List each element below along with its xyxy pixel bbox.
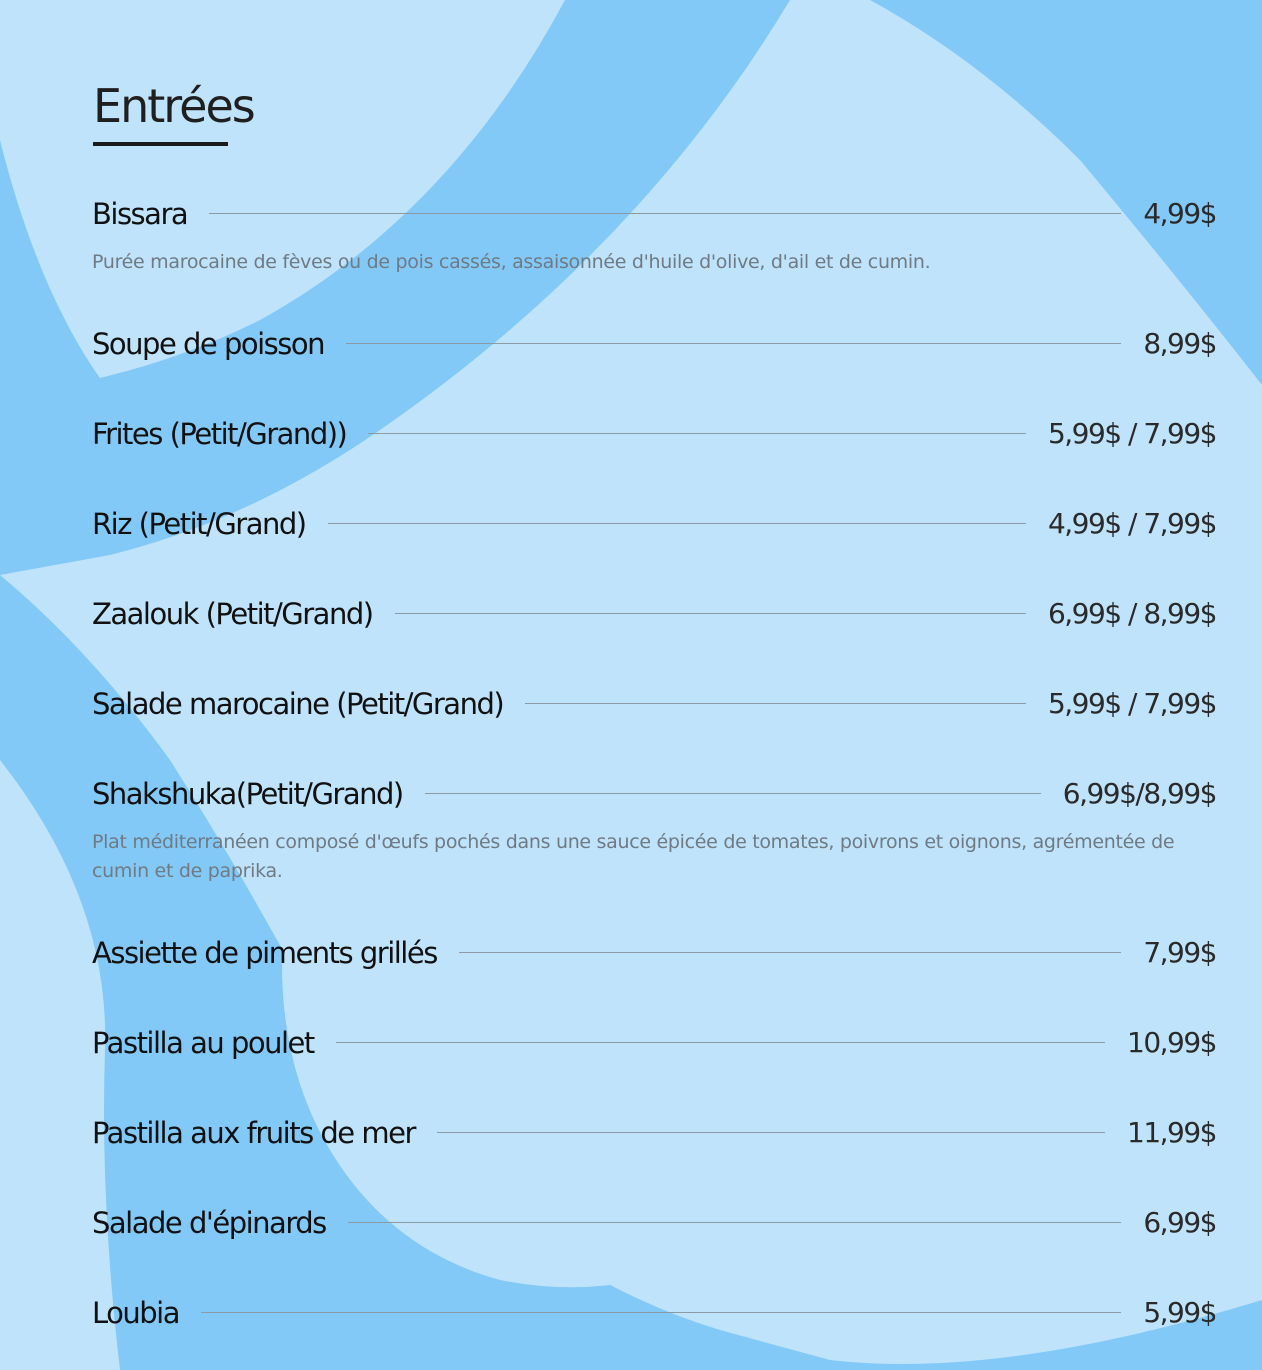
leader-line — [459, 952, 1122, 953]
menu-item — [92, 324, 1216, 364]
leader-line — [209, 213, 1121, 214]
item-name: Zaalouk (Petit/Grand) — [92, 597, 373, 631]
item-price: 11,99$ — [1127, 1116, 1216, 1149]
item-name: Bissara — [92, 197, 188, 231]
menu-item — [92, 1113, 1216, 1153]
leader-line — [425, 793, 1041, 794]
section-title-underline — [93, 142, 228, 146]
item-name: Loubia — [92, 1296, 180, 1330]
item-name: Assiette de piments grillés — [92, 936, 437, 970]
item-name: Shakshuka(Petit/Grand) — [92, 777, 403, 811]
item-description: Plat méditerranéen composé d'œufs pochés dans une sauce épicée de tomates, poivrons et oignons, agrémentée de cumin et de paprika. — [92, 831, 1175, 882]
menu-item — [92, 594, 1216, 634]
item-price: 5,99$ — [1143, 1296, 1216, 1329]
item-name: Soupe de poisson — [92, 327, 325, 361]
item-name: Salade d'épinards — [92, 1206, 326, 1240]
leader-line — [348, 1222, 1122, 1223]
item-price: 5,99$ / 7,99$ — [1047, 687, 1216, 720]
item-name: Pastilla aux fruits de mer — [92, 1116, 415, 1150]
leader-line — [368, 433, 1026, 434]
menu-item — [92, 504, 1216, 544]
item-price: 6,99$/8,99$ — [1062, 777, 1216, 810]
item-name: Riz (Petit/Grand) — [92, 507, 306, 541]
item-price: 8,99$ — [1143, 327, 1216, 360]
leader-line — [336, 1042, 1105, 1043]
menu-item — [92, 933, 1216, 973]
item-price: 5,99$ / 7,99$ — [1047, 417, 1216, 450]
item-price: 10,99$ — [1127, 1026, 1216, 1059]
menu-item — [92, 1293, 1216, 1333]
section-title: Entrées — [93, 79, 254, 133]
leader-line — [395, 613, 1026, 614]
item-name: Frites (Petit/Grand)) — [92, 417, 347, 451]
menu-item — [92, 774, 1216, 886]
item-description: Purée marocaine de fèves ou de pois cassés, assaisonnée d'huile d'olive, d'ail et de cumin. — [92, 251, 931, 273]
item-price: 6,99$ — [1143, 1206, 1216, 1239]
menu-item — [92, 1023, 1216, 1063]
item-name: Pastilla au poulet — [92, 1026, 314, 1060]
item-price: 4,99$ — [1143, 197, 1216, 230]
menu-item — [92, 1203, 1216, 1243]
menu-item — [92, 684, 1216, 724]
item-price: 6,99$ / 8,99$ — [1047, 597, 1216, 630]
item-price: 7,99$ — [1143, 936, 1216, 969]
menu-item — [92, 414, 1216, 454]
leader-line — [346, 343, 1121, 344]
item-price: 4,99$ / 7,99$ — [1047, 507, 1216, 540]
menu-item — [92, 194, 1216, 277]
leader-line — [525, 703, 1026, 704]
item-name: Salade marocaine (Petit/Grand) — [92, 687, 504, 721]
leader-line — [328, 523, 1026, 524]
leader-line — [437, 1132, 1105, 1133]
leader-line — [201, 1312, 1121, 1313]
